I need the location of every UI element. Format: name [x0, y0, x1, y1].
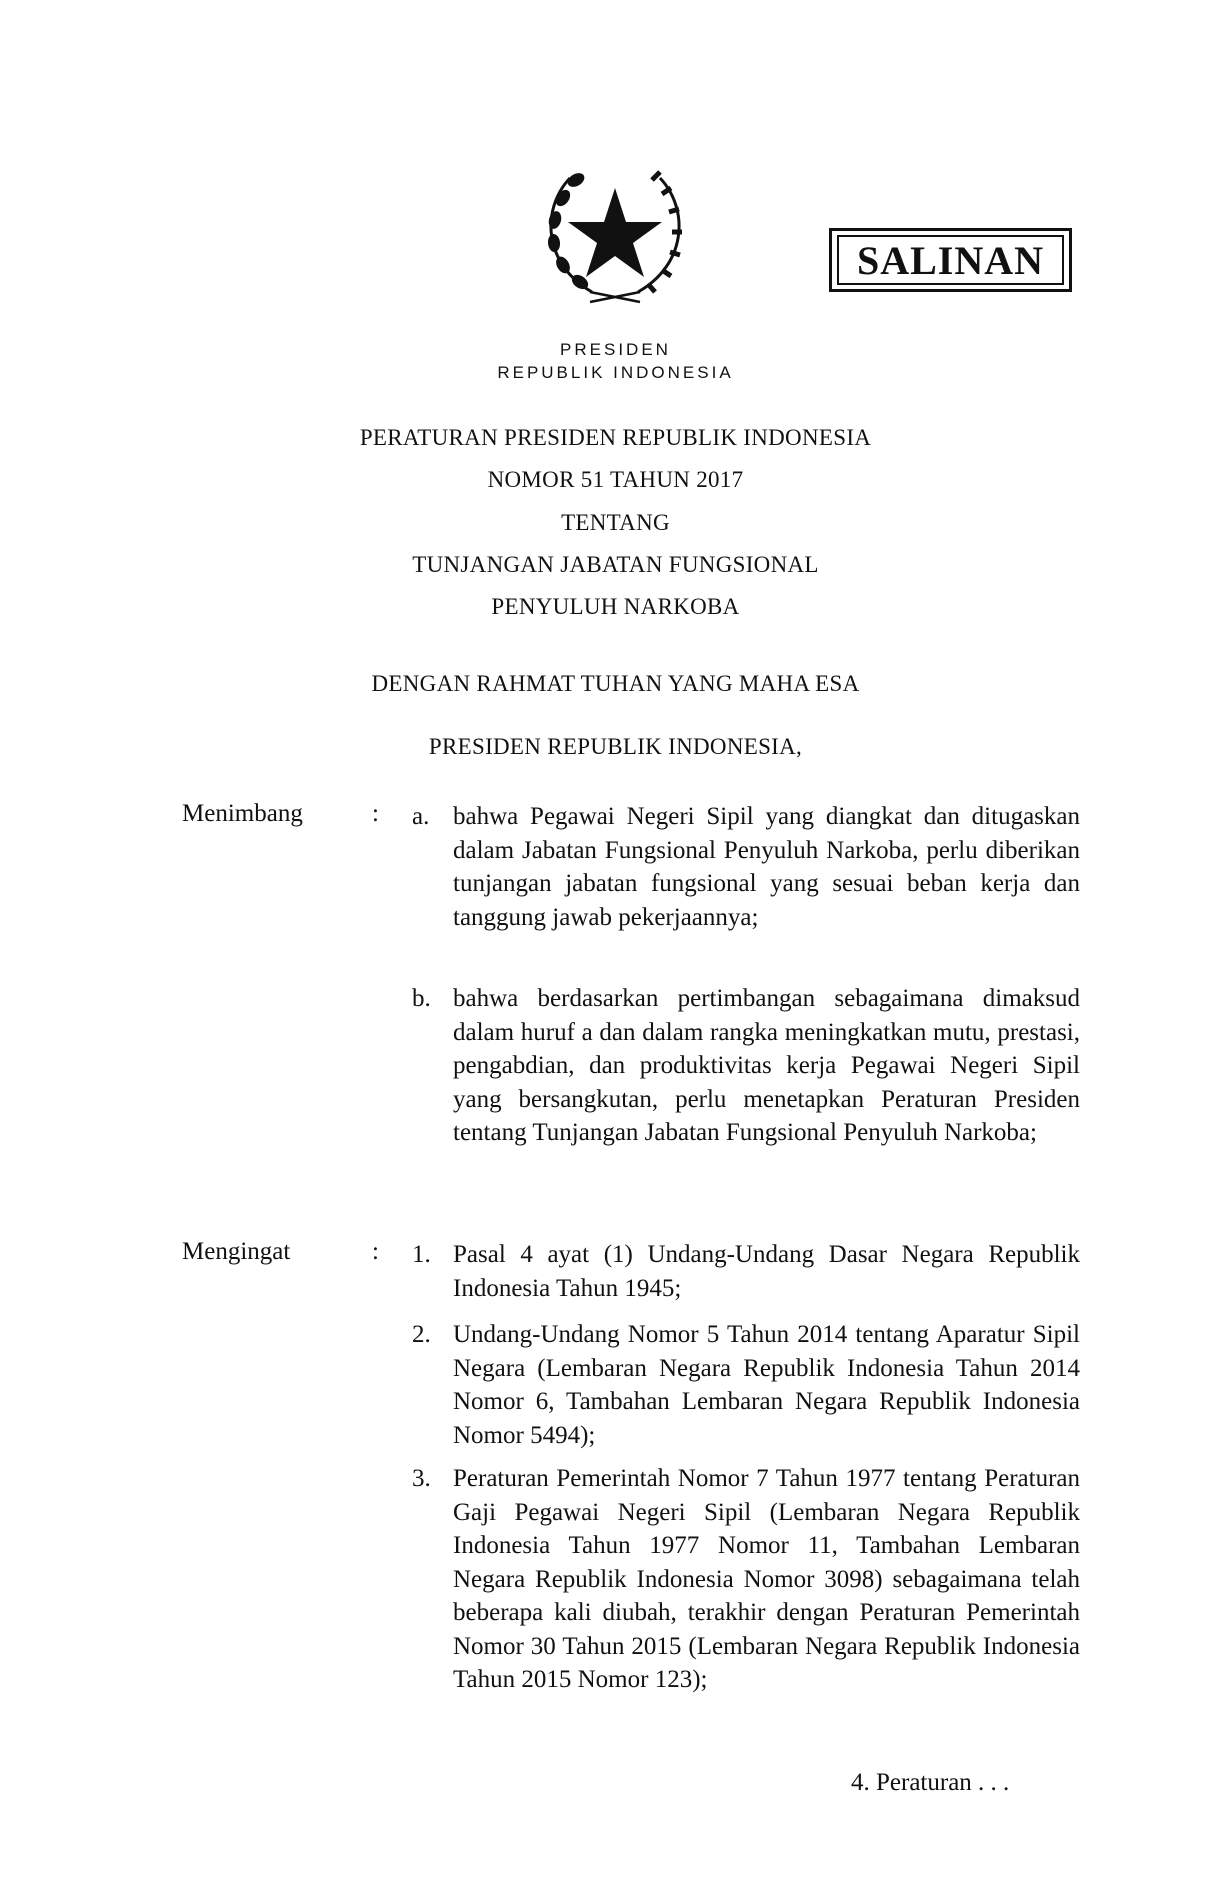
mengingat-item-3	[412, 1462, 1080, 1697]
item-text: bahwa Pegawai Negeri Sipil yang diangkat dan ditugaskan dalam Jabatan Fungsional Penyuluh Narkoba, perlu diberikan tunjangan jabatan fungsional yang sesuai beban kerja dan tanggung jawab pekerjaannya;	[453, 803, 1080, 931]
page-continuation: 4. Peraturan . . .	[851, 1769, 1010, 1796]
menimbang-label: Menimbang	[182, 800, 303, 827]
item-text: Undang-Undang Nomor 5 Tahun 2014 tentang Aparatur Sipil Negara (Lembaran Negara Republik Indonesia Tahun 2014 Nomor 6, Tambahan Lembaran Negara Republik Indonesia Nomor 5494);	[453, 1321, 1080, 1449]
item-marker: 1.	[412, 1241, 431, 1268]
salinan-label: SALINAN	[837, 235, 1064, 285]
emblem-label-republik: REPUBLIK INDONESIA	[497, 363, 734, 382]
mengingat-colon: :	[372, 1238, 379, 1265]
presidential-star-emblem-icon	[530, 150, 700, 310]
regulation-title: PERATURAN PRESIDEN REPUBLIK INDONESIA	[359, 425, 872, 450]
preamble-president: PRESIDEN REPUBLIK INDONESIA,	[428, 734, 803, 759]
mengingat-item-2	[412, 1318, 1080, 1452]
salinan-stamp	[829, 228, 1072, 292]
preamble-invocation: DENGAN RAHMAT TUHAN YANG MAHA ESA	[371, 671, 860, 696]
item-marker: 2.	[412, 1321, 431, 1348]
mengingat-label: Mengingat	[182, 1238, 291, 1265]
item-marker: a.	[412, 803, 430, 830]
menimbang-colon: :	[372, 800, 379, 827]
item-marker: b.	[412, 985, 431, 1012]
menimbang-item-a	[412, 800, 1080, 934]
item-text: Peraturan Pemerintah Nomor 7 Tahun 1977 tentang Peraturan Gaji Pegawai Negeri Sipil (Lembaran Negara Republik Indonesia Tahun 1977 Nomor 11, Tambahan Lembaran Negara Republik Indonesia Nomor 3098) sebagaimana telah beberapa kali diubah, terakhir dengan Peraturan Pemerintah Nomor 30 Tahun 2015 (Lembaran Negara Republik Indonesia Tahun 2015 Nomor 123);	[453, 1465, 1080, 1693]
item-text: Pasal 4 ayat (1) Undang-Undang Dasar Negara Republik Indonesia Tahun 1945;	[453, 1241, 1080, 1302]
regulation-number: NOMOR 51 TAHUN 2017	[487, 467, 744, 492]
regulation-subject-line2: PENYULUH NARKOBA	[491, 594, 740, 619]
mengingat-item-1	[412, 1238, 1080, 1305]
menimbang-item-b	[412, 982, 1080, 1150]
item-marker: 3.	[412, 1465, 431, 1492]
item-text: bahwa berdasarkan pertimbangan sebagaimana dimaksud dalam huruf a dan dalam rangka meningkatkan mutu, prestasi, pengabdian, dan produktivitas kerja Pegawai Negeri Sipil yang bersangkutan, perlu menetapkan Peraturan Presiden tentang Tunjangan Jabatan Fungsional Penyuluh Narkoba;	[453, 985, 1080, 1146]
emblem-label-presiden: PRESIDEN	[560, 340, 671, 359]
regulation-tentang: TENTANG	[561, 510, 670, 535]
regulation-subject: TUNJANGAN JABATAN FUNGSIONAL	[412, 552, 819, 577]
